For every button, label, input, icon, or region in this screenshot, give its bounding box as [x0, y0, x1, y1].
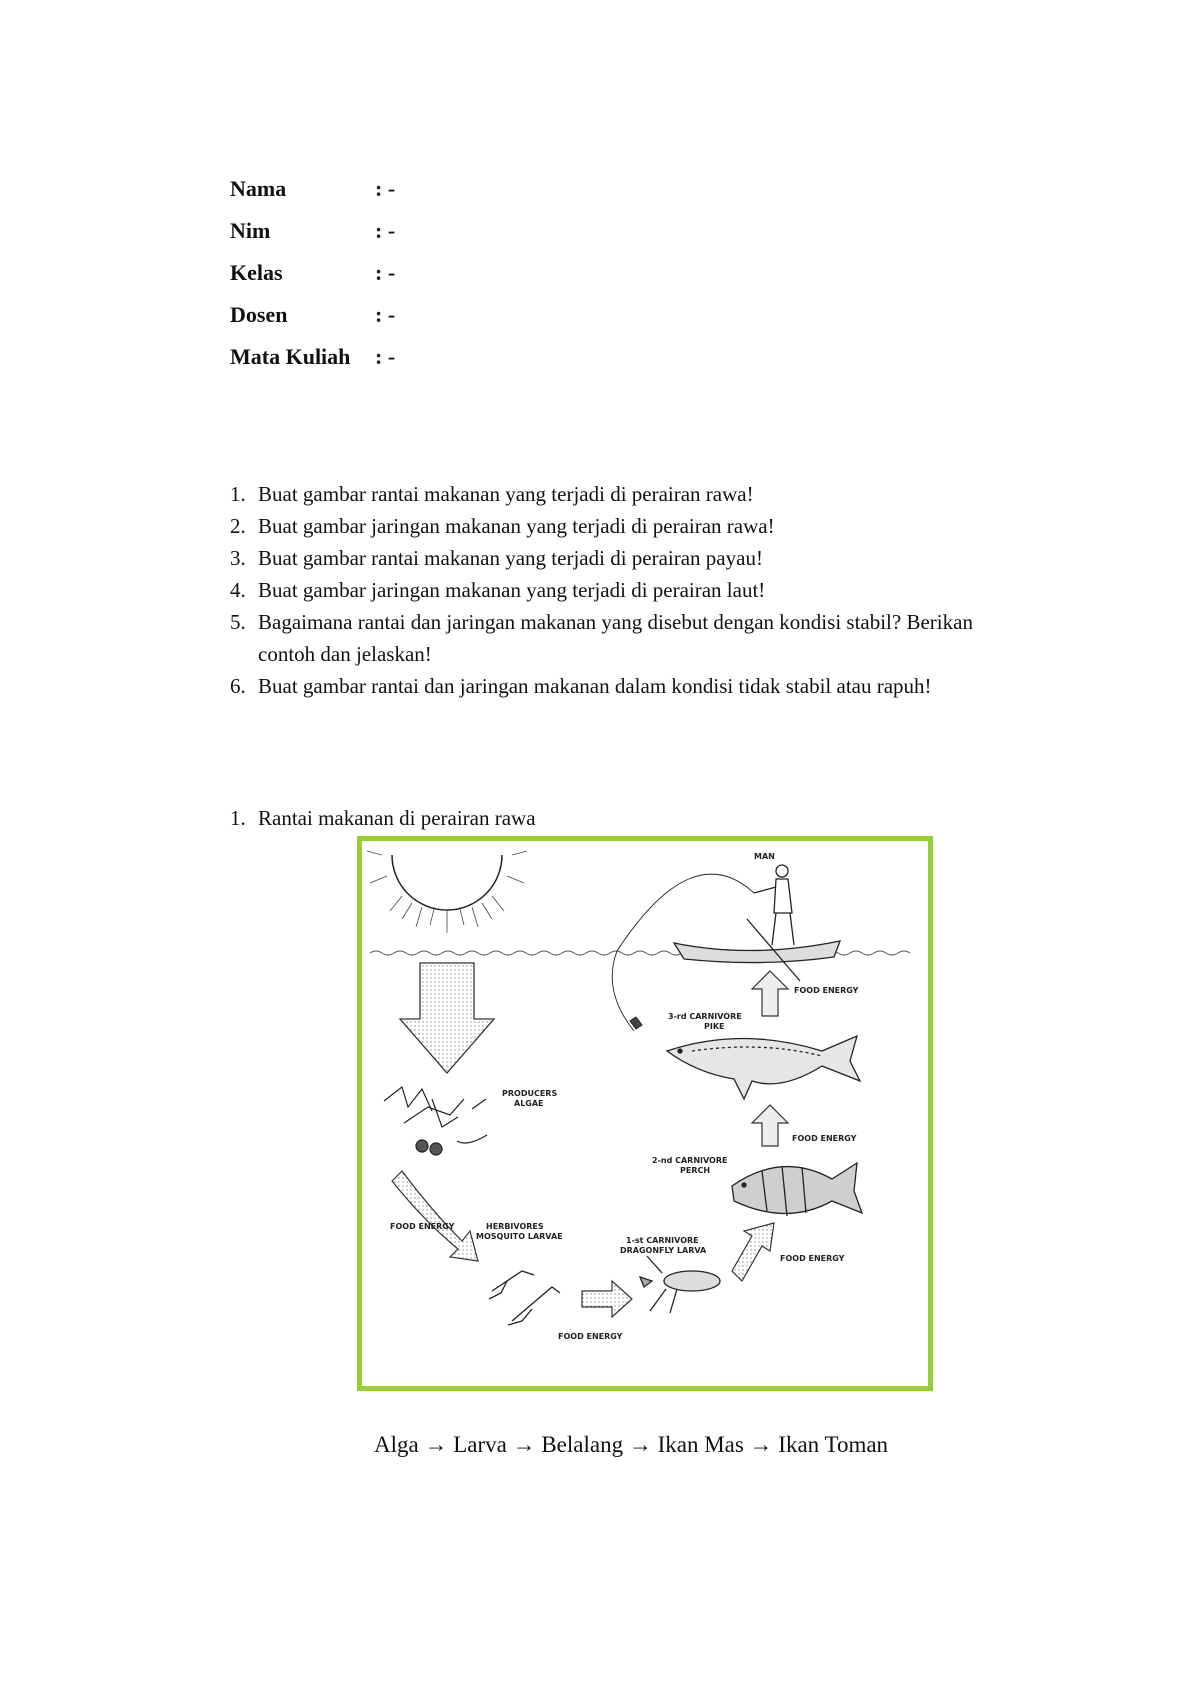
question-number: 1. — [230, 482, 246, 506]
label-second-carnivore: 2-nd CARNIVORE — [652, 1156, 728, 1165]
lure-icon — [630, 1017, 642, 1029]
identity-value: : - — [375, 218, 396, 243]
identity-value: : - — [375, 260, 396, 285]
question-number: 6. — [230, 674, 246, 698]
question-number: 5. — [230, 610, 246, 634]
label-man: MAN — [754, 852, 775, 861]
label-herbivores: HERBIVORES — [486, 1222, 544, 1231]
algae-icon — [384, 1087, 487, 1155]
question-text: Buat gambar jaringan makanan yang terjadi di perairan laut! — [258, 578, 766, 602]
sun-icon — [367, 851, 527, 933]
label-third-carnivore: 3-rd CARNIVORE — [668, 1012, 742, 1021]
question-item — [230, 574, 1030, 606]
sunlight-arrow — [400, 963, 494, 1073]
label-food-energy: FOOD ENERGY — [794, 986, 859, 995]
label-food-energy: FOOD ENERGY — [558, 1332, 623, 1341]
question-text: Buat gambar rantai dan jaringan makanan dalam kondisi tidak stabil atau rapuh! — [258, 674, 932, 698]
food-energy-arrow-bottom — [582, 1281, 632, 1317]
question-text: Bagaimana rantai dan jaringan makanan yang disebut dengan kondisi stabil? Berikan contoh dan jelaskan! — [258, 610, 973, 666]
identity-label: Nim — [230, 218, 271, 243]
food-energy-arrow-left — [392, 1171, 478, 1261]
question-item — [230, 670, 1030, 702]
question-text: Buat gambar rantai makanan yang terjadi di perairan rawa! — [258, 482, 754, 506]
identity-row-kelas — [230, 252, 395, 294]
label-first-carnivore-sub: DRAGONFLY LARVA — [620, 1246, 707, 1255]
dragonfly-larva-icon — [640, 1256, 720, 1313]
identity-label: Nama — [230, 176, 287, 201]
identity-row-dosen — [230, 294, 395, 336]
question-text: Buat gambar jaringan makanan yang terjadi di perairan rawa! — [258, 514, 775, 538]
identity-row-nama — [230, 168, 395, 210]
perch-fish-icon — [732, 1163, 862, 1216]
pike-fish-icon — [667, 1036, 860, 1099]
label-first-carnivore: 1-st CARNIVORE — [626, 1236, 699, 1245]
identity-value: : - — [375, 344, 396, 369]
food-chain-figure — [357, 836, 933, 1391]
identity-row-mata-kuliah — [230, 336, 395, 378]
label-herbivores-sub: MOSQUITO LARVAE — [476, 1232, 563, 1241]
question-number: 3. — [230, 546, 246, 570]
question-text: Buat gambar rantai makanan yang terjadi di perairan payau! — [258, 546, 763, 570]
answer-heading-text: Rantai makanan di perairan rawa — [258, 806, 536, 830]
food-energy-arrow-up-mid — [752, 1105, 788, 1146]
identity-row-nim — [230, 210, 395, 252]
food-energy-arrow-bottom-right — [732, 1223, 774, 1281]
question-number: 2. — [230, 514, 246, 538]
label-third-carnivore-sub: PIKE — [704, 1022, 725, 1031]
label-producers-sub: ALGAE — [514, 1099, 544, 1108]
food-energy-arrow-up-top — [752, 971, 788, 1016]
food-chain-caption: Alga → Larva → Belalang → Ikan Mas → Ikan Toman — [374, 1432, 889, 1457]
identity-label: Mata Kuliah — [230, 344, 351, 369]
question-item — [230, 606, 1030, 670]
identity-table — [230, 168, 395, 378]
identity-label: Kelas — [230, 260, 283, 285]
label-food-energy: FOOD ENERGY — [792, 1134, 857, 1143]
question-number: 4. — [230, 578, 246, 602]
answer-number: 1. — [230, 806, 246, 830]
label-second-carnivore-sub: PERCH — [680, 1166, 711, 1175]
answer-heading — [230, 806, 536, 831]
question-item — [230, 510, 1030, 542]
identity-value: : - — [375, 176, 396, 201]
question-item — [230, 542, 1030, 574]
fisherman-icon — [612, 865, 840, 1031]
label-producers: PRODUCERS — [502, 1089, 558, 1098]
label-food-energy: FOOD ENERGY — [390, 1222, 455, 1231]
food-chain-illustration — [362, 841, 928, 1386]
identity-label: Dosen — [230, 302, 288, 327]
question-item — [230, 478, 1030, 510]
label-food-energy: FOOD ENERGY — [780, 1254, 845, 1263]
mosquito-larvae-icon — [489, 1271, 560, 1325]
question-list — [230, 478, 1030, 702]
identity-value: : - — [375, 302, 396, 327]
